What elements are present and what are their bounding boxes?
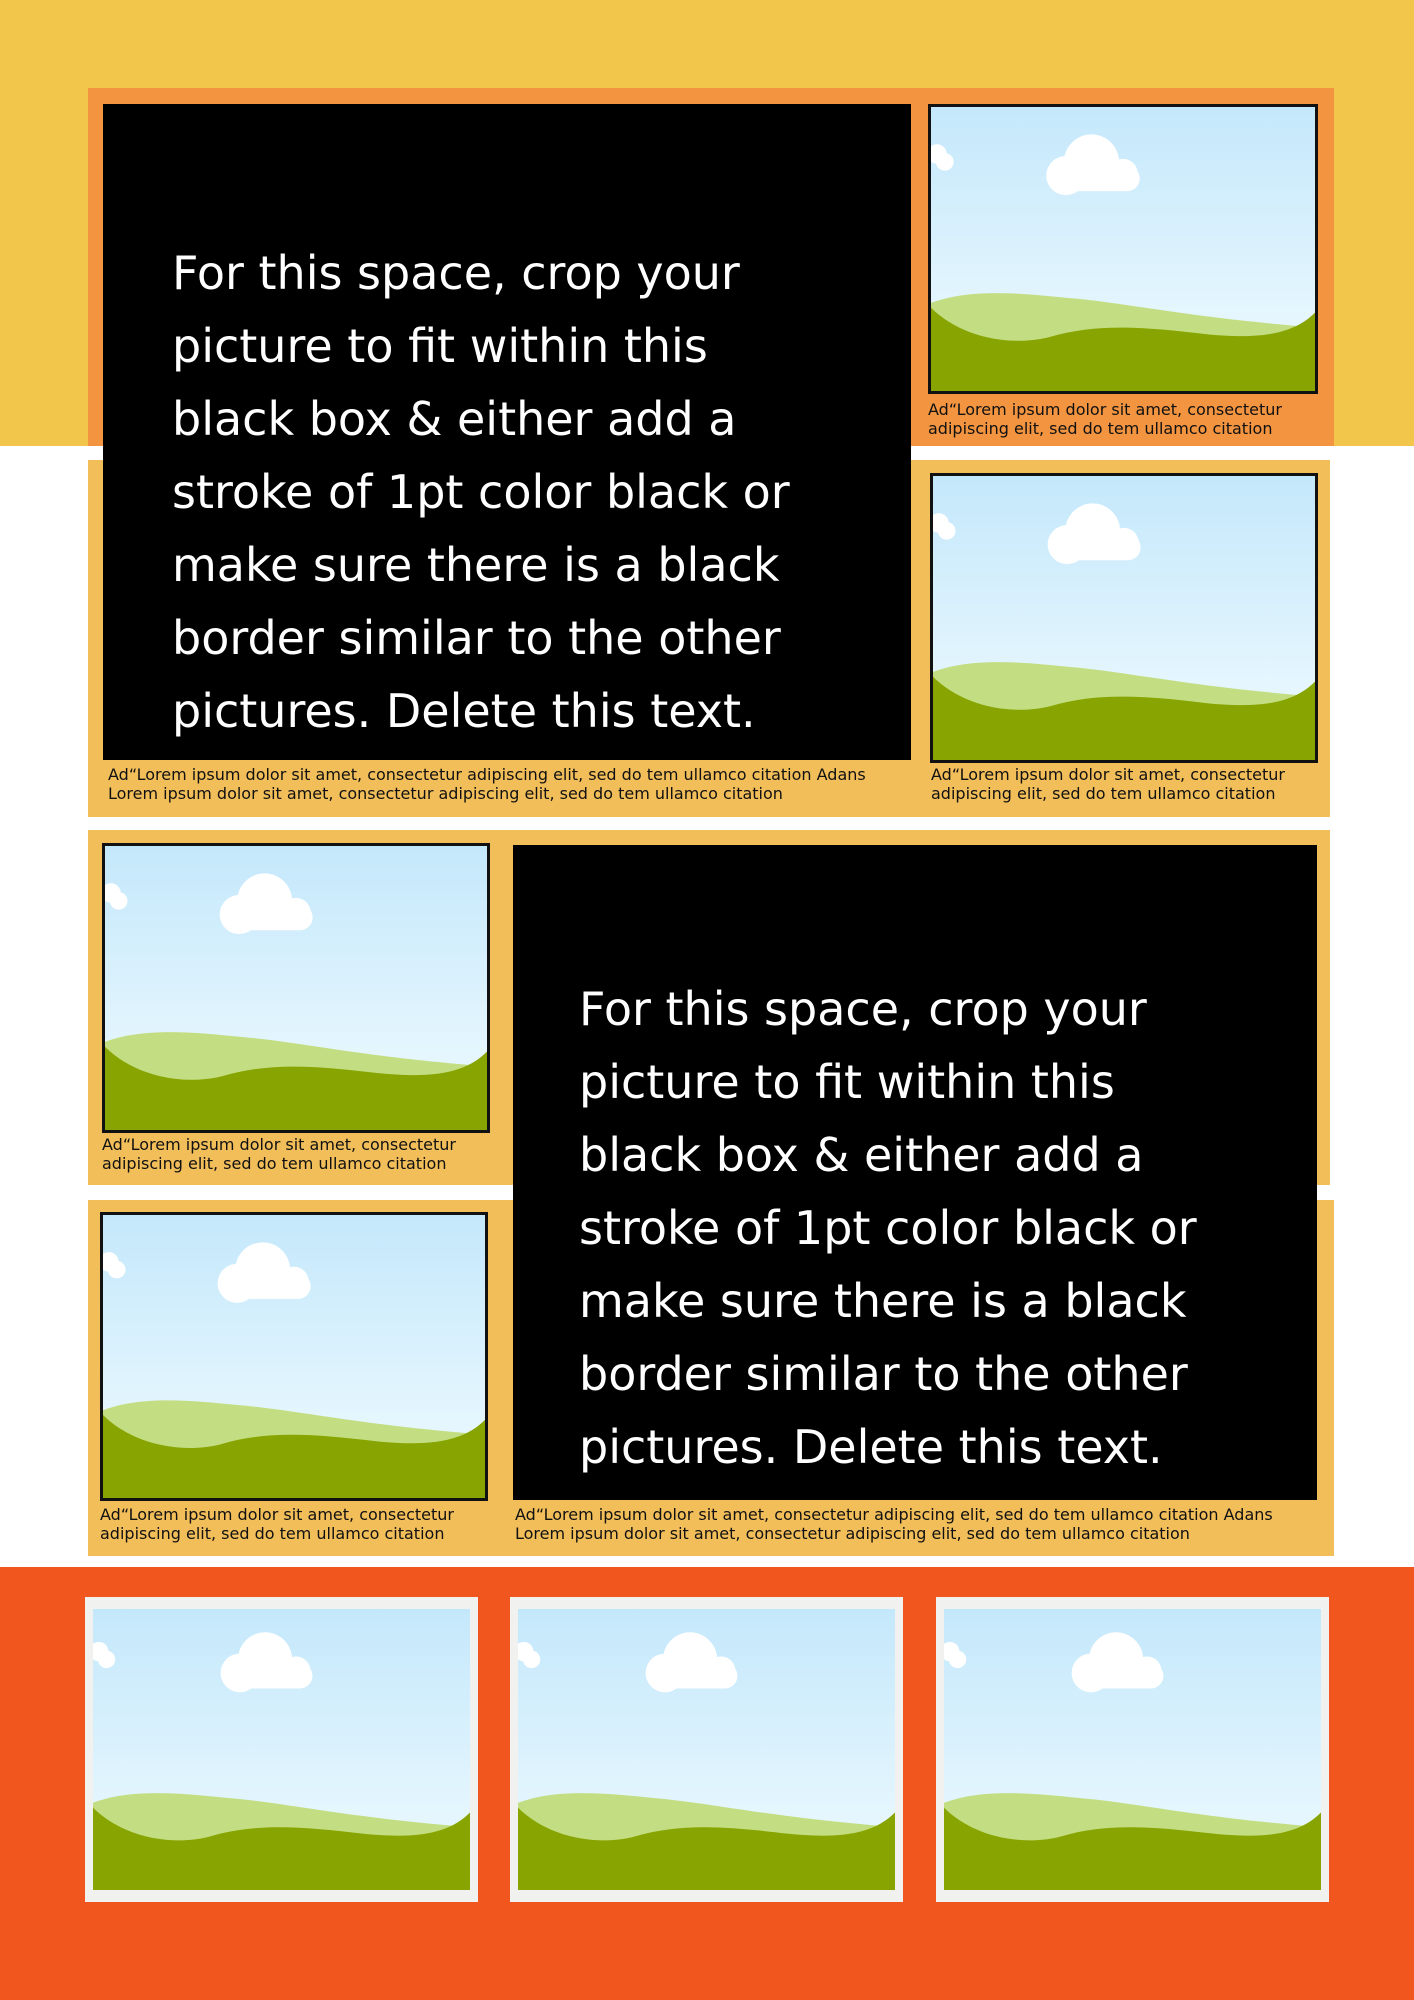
landscape-photo-icon (944, 1609, 1321, 1890)
placeholder-instruction-1: For this space, crop your picture to fit within this black box & either add a stroke of 1pt color black or make sure there is a black border similar to the other pictures. Delete this text. (172, 246, 790, 738)
framed-photo-2[interactable] (510, 1597, 903, 1902)
caption-photo-4: Ad“Lorem ipsum dolor sit amet, consectetur adipiscing elit, sed do tem ullamco citation (100, 1505, 455, 1543)
landscape-photo-icon[interactable] (100, 1212, 488, 1501)
caption-photo-3: Ad“Lorem ipsum dolor sit amet, consectetur adipiscing elit, sed do tem ullamco citation (102, 1135, 457, 1173)
landscape-photo-icon (518, 1609, 895, 1890)
caption-large-2: Ad“Lorem ipsum dolor sit amet, consectetur adipiscing elit, sed do tem ullamco citation Adans Lorem ipsum dolor sit amet, consectetur adipiscing elit, sed do tem ullamco citation (515, 1505, 1273, 1543)
photo-placeholder-large-2[interactable] (513, 845, 1317, 1500)
landscape-photo-icon[interactable] (930, 473, 1318, 763)
caption-photo-1: Ad“Lorem ipsum dolor sit amet, consectetur adipiscing elit, sed do tem ullamco citation (928, 400, 1283, 438)
landscape-photo-icon[interactable] (928, 104, 1318, 394)
landscape-photo-icon[interactable] (102, 843, 490, 1133)
framed-photo-1[interactable] (85, 1597, 478, 1902)
caption-photo-2: Ad“Lorem ipsum dolor sit amet, consectetur adipiscing elit, sed do tem ullamco citation (931, 765, 1286, 803)
caption-large-1: Ad“Lorem ipsum dolor sit amet, consectetur adipiscing elit, sed do tem ullamco citation Adans Lorem ipsum dolor sit amet, consectetur adipiscing elit, sed do tem ullamco citation (108, 765, 866, 803)
landscape-photo-icon (93, 1609, 470, 1890)
photo-placeholder-large-1[interactable] (103, 104, 911, 760)
placeholder-instruction-2: For this space, crop your picture to fit within this black box & either add a stroke of 1pt color black or make sure there is a black border similar to the other pictures. Delete this text. (579, 982, 1197, 1474)
framed-photo-3[interactable] (936, 1597, 1329, 1902)
